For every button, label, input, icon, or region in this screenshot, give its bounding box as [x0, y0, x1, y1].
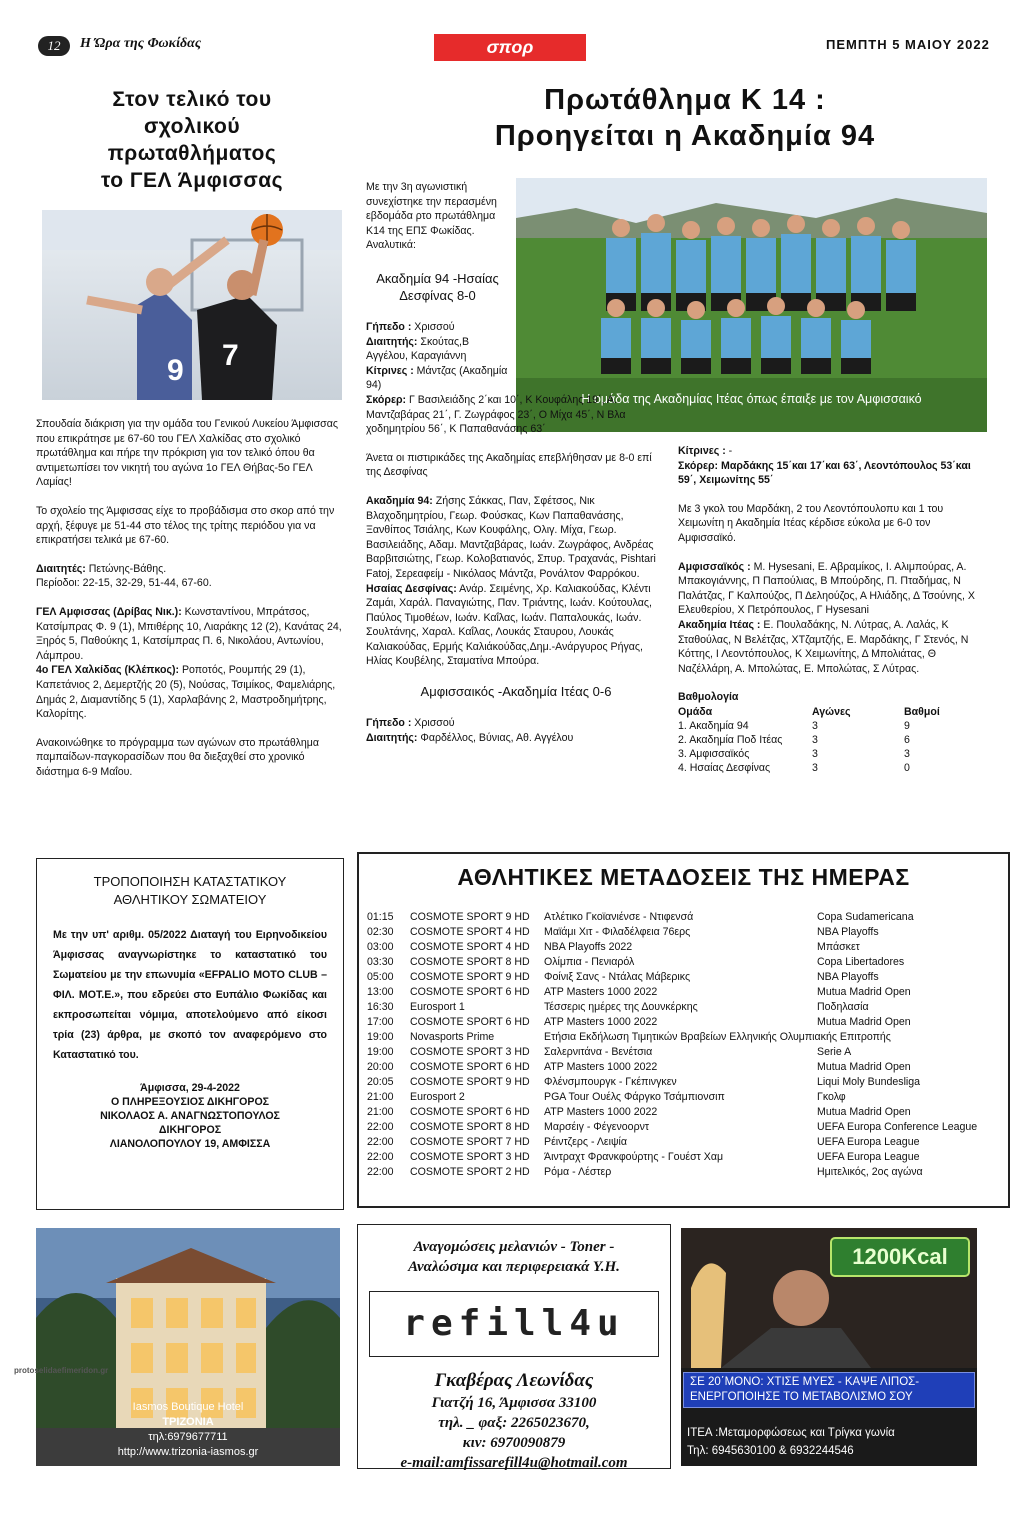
value: Ροποτός, Ρουμπής 29 (1), Καπετάνιος 2, Δεμερτζής 20 (5), Νούσας, Τσιμίκος, Φαμελιάρης, Δημάς 2, Διαμαντίδης 5 (1), Χαρλαβάνης 2, Μαστροδημήτρης, Καλορίτης.	[36, 664, 336, 721]
program-cell: Φλένσμπουργκ - Γκέπινγκεν	[544, 1076, 677, 1088]
time-cell: 22:00	[367, 1136, 394, 1148]
tv-listing-row	[367, 1120, 1000, 1135]
main-article-intro	[366, 180, 509, 253]
program-cell: ATP Masters 1000 2022	[544, 1016, 658, 1028]
program-cell: Ατλέτικο Γκοϊανιένσε - Ντιφενσά	[544, 911, 694, 923]
team-cell: 3. Αμφισσαϊκός	[678, 747, 750, 760]
title-line: ΑΘΛΗΤΙΚΟΥ ΣΩΜΑΤΕΙΟΥ	[113, 892, 267, 907]
hotel-website: http://www.trizonia-iasmos.gr	[117, 1446, 259, 1458]
program-cell: Φοίνιξ Σανς - Ντάλας Μάβερικς	[544, 971, 691, 983]
standings-header	[678, 705, 968, 719]
program-cell: ATP Masters 1000 2022	[544, 1061, 658, 1073]
points-cell: 3	[904, 747, 910, 760]
time-cell: 22:00	[367, 1151, 394, 1163]
gym-address: ΙΤΕΑ :Μεταμορφώσεως και Τρίγκα γωνία	[687, 1427, 895, 1439]
channel-cell: Novasports Prime	[410, 1031, 495, 1043]
value: Χρισσού	[411, 717, 455, 730]
channel-cell: COSMOTE SPORT 4 HD	[410, 941, 530, 953]
gym-banner: ΣΕ 20΄ΜΟΝΟ: ΧΤΙΣΕ ΜΥΕΣ - ΚΑΨΕ ΛΙΠΟΣ-ΕΝΕΡΓΟΠΟΙΗΣΕ ΤΟ ΜΕΤΑΒΟΛΙΣΜΟ ΣΟΥ	[683, 1372, 975, 1408]
category-cell: NBA Playoffs	[817, 926, 879, 938]
label: Γήπεδο :	[366, 717, 412, 730]
sign-line: Άμφισσα, 29-4-2022	[140, 1082, 240, 1094]
match2-details	[678, 444, 978, 775]
value: Σκούτας,Β Αγγέλου, Καραγιάννη	[366, 335, 470, 363]
time-cell: 05:00	[367, 971, 394, 983]
label: Σκόρερ:	[366, 393, 407, 406]
time-cell: 19:00	[367, 1046, 394, 1058]
tagline-line: Αναλώσιμα και περιφερειακά Υ.Η.	[408, 1259, 620, 1275]
program-cell: Σαλερνιτάνα - Βενέτσια	[544, 1046, 653, 1058]
notice-title	[53, 873, 327, 909]
scorers-line	[678, 459, 978, 488]
label: Διαιτητές:	[36, 562, 86, 575]
gym-ad	[681, 1228, 977, 1466]
program-cell: Ρόμα - Λέστερ	[544, 1166, 612, 1178]
title-line: Προηγείται η Ακαδημία 94	[494, 120, 876, 152]
section-tag: σπορ	[434, 34, 586, 61]
title-line: πρωταθλήματος	[107, 142, 277, 165]
gym-phones: Τηλ: 6945630100 & 6932244546	[687, 1445, 854, 1457]
value: Μ. Hysesani, Ε. Αβραμίκος, Ι. Αλιμπούρας, Α. Μπακογιάννης, Π Παπούλιας, Β Μπούρδης, Π. Πταδήμας, Ν Παλάτζας, Γ Καλπούζος, Π Δεληούζος, Α Ηλιάδης, Δ Τσούνης, Χ Ελευθερίου, Χ Πετρόπουλος, Γ Hysesani	[678, 560, 975, 617]
channel-cell: COSMOTE SPORT 8 HD	[410, 1121, 530, 1133]
category-cell: Liqui Moly Bundesliga	[817, 1076, 921, 1088]
points-cell: 6	[904, 733, 910, 746]
referees-line	[366, 731, 666, 746]
summary: Άνετα οι πιστιρικάδες της Ακαδημίας επεβλήθησαν με 8-0 επί της Δεσφίνας	[366, 451, 652, 479]
tv-listing-row	[367, 910, 1000, 925]
team-lineup	[678, 618, 978, 676]
sign-line: Ο ΠΛΗΡΕΞΟΥΣΙΟΣ ΔΙΚΗΓΟΡΟΣ	[110, 1096, 270, 1108]
value: Ανάρ. Σειμένης, Χρ. Καλιακούδας, Κλέντι Ζαμάι, Χαράλ. Παναγιώτης, Παν. Τριάντης, Ιωάν. Κούτουλας, Παύλος Τιμοθέων, Ιωάν. Καΐλας, Ιωάν. Παπαλουκάς, Ιωάν. Σουλτάνης, Χαραλ. Καΐλας, Λουκάς Σταυρου, Λουκάς Καλιακούδας, Ερμής Καλιάκούδας,Δημ.-Ανάργυρος Ρήγας, Ηλίας Κουβέλης, Σταματίνα Μπούρα.	[366, 582, 652, 668]
tv-listing-row	[367, 1090, 1000, 1105]
contact-line: τηλ. _ φαξ: 2265023670,	[438, 1415, 590, 1431]
team-lineup	[36, 605, 345, 663]
tv-listing-row	[367, 1000, 1000, 1015]
table-row	[678, 761, 968, 775]
channel-cell: COSMOTE SPORT 6 HD	[410, 986, 530, 998]
table-row	[678, 719, 968, 733]
channel-cell: COSMOTE SPORT 2 HD	[410, 1166, 530, 1178]
time-cell: 19:00	[367, 1031, 394, 1043]
notice-signature	[53, 1081, 327, 1151]
tv-listing-row	[367, 1105, 1000, 1120]
tv-listing-row	[367, 1075, 1000, 1090]
paragraph: Με την 3η αγωνιστική συνεχίστηκε την περασμένη εβδομάδα ρτο πρωτάθλημα Κ14 της ΕΠΣ Φωκίδας. Αναλυτικά:	[366, 181, 497, 252]
tv-listings-title: ΑΘΛΗΤΙΚΕΣ ΜΕΤΑΔΟΣΕΙΣ ΤΗΣ ΗΜΕΡΑΣ	[457, 864, 910, 890]
jersey-number-7: 7	[222, 339, 239, 372]
value: Μάντζας (Ακαδημία 94)	[366, 364, 508, 392]
tv-listing-row	[367, 925, 1000, 940]
time-cell: 16:30	[367, 1001, 394, 1013]
program-cell: ATP Masters 1000 2022	[544, 1106, 658, 1118]
tv-listing-row	[367, 1060, 1000, 1075]
owner-name: Γκαβέρας Λεωνίδας	[434, 1370, 594, 1391]
time-cell: 22:00	[367, 1166, 394, 1178]
time-cell: 03:00	[367, 941, 394, 953]
match2-title: Αμφισσαικός -Ακαδημία Ιτέας 0-6	[420, 684, 612, 700]
team-cell: 4. Ησαίας Δεσφίνας	[678, 761, 771, 774]
points-cell: 0	[904, 761, 910, 774]
summary: Με 3 γκολ του Μαρδάκη, 2 του Λεοντόπουλοπυ και 1 του Χειμωνίτη η Ακαδημία Ιτέας κέρδισε εύκολα με 6-0 τον Αμφισσαϊκό.	[678, 502, 944, 544]
label: Σκόρερ:	[678, 459, 719, 472]
program-cell: Ετήσια Εκδήλωση Τιμητικών Βραβείων Ελληνικής Ολυμπιακής Επιτροπής	[544, 1031, 891, 1043]
tv-listing-row	[367, 970, 1000, 985]
label: Διαιτητής:	[366, 335, 418, 348]
time-cell: 02:30	[367, 926, 394, 938]
header-cell: Αγώνες	[812, 705, 851, 718]
team-lineup	[366, 582, 666, 670]
time-cell: 13:00	[367, 986, 394, 998]
tv-listing-row	[367, 985, 1000, 1000]
hotel-phone: τηλ:6979677711	[148, 1431, 228, 1443]
label: Ακαδημία Ιτέας :	[678, 618, 761, 631]
basketball-photo	[42, 210, 342, 400]
channel-cell: COSMOTE SPORT 7 HD	[410, 1136, 530, 1148]
category-cell: UEFA Europa League	[817, 1151, 920, 1163]
issue-date: ΠΕΜΠΤΗ 5 ΜΑΙΟΥ 2022	[826, 37, 990, 52]
referees-line	[36, 562, 345, 577]
ground-line	[366, 716, 666, 731]
title-line: Πρωτάθλημα Κ 14 :	[544, 84, 826, 116]
category-cell: UEFA Europa League	[817, 1136, 920, 1148]
channel-cell: COSMOTE SPORT 6 HD	[410, 1061, 530, 1073]
value: Πετώνης-Βάθης.	[85, 562, 167, 575]
title-line: Στον τελικό του	[112, 88, 272, 111]
title-line: το ΓΕΛ Άμφισσας	[100, 169, 284, 192]
legal-notice	[36, 858, 344, 1210]
games-cell: 3	[812, 761, 818, 774]
page-number: 12	[38, 36, 70, 56]
tv-listing-row	[367, 1015, 1000, 1030]
label: Ησαίας Δεσφίνας:	[366, 582, 457, 595]
team-lineup	[678, 560, 978, 618]
header-cell: Ομάδα	[678, 705, 713, 718]
category-cell: Copa Sudamericana	[817, 911, 914, 923]
program-cell: Ρέιντζερς - Λειψία	[544, 1136, 628, 1148]
hotel-ad-text	[36, 1400, 340, 1460]
label: 4ο ΓΕΛ Χαλκίδας (Κλέπκος):	[36, 664, 180, 677]
label: ΓΕΛ Αμφισσας (Δρίβας Νικ.):	[36, 605, 182, 618]
contact-line: e-mail:amfissarefill4u@hotmail.com	[400, 1455, 628, 1471]
hotel-location: ΤΡΙΖΟΝΙΑ	[162, 1416, 214, 1428]
periods-line: Περίοδοι: 22-15, 32-29, 51-44, 67-60.	[36, 577, 212, 590]
gym-contact	[687, 1424, 975, 1460]
value: -	[725, 445, 733, 457]
title-line: ΤΡΟΠΟΠΟΙΗΣΗ ΚΑΤΑΣΤΑΤΙΚΟΥ	[93, 874, 287, 889]
label: Διαιτητής:	[366, 731, 418, 744]
team-cell: 1. Ακαδημία 94	[678, 719, 749, 732]
category-cell: Μπάσκετ	[817, 941, 860, 953]
channel-cell: COSMOTE SPORT 9 HD	[410, 911, 530, 923]
time-cell: 22:00	[367, 1121, 394, 1133]
title-line: σχολικού	[143, 115, 241, 138]
time-cell: 20:05	[367, 1076, 394, 1088]
games-cell: 3	[812, 719, 818, 732]
team-lineup	[36, 663, 345, 721]
value: Χρισσού	[411, 321, 455, 333]
channel-cell: Eurosport 1	[410, 1001, 465, 1013]
sign-line: ΝΙΚΟΛΑΟΣ Α. ΑΝΑΓΝΩΣΤΟΠΟΥΛΟΣ	[100, 1110, 280, 1122]
team-lineup	[366, 494, 666, 582]
newspaper-name: Η Ώρα της Φωκίδας	[80, 36, 202, 51]
tv-listings	[357, 852, 1010, 1208]
ad-tagline	[358, 1237, 670, 1277]
tv-listing-row	[367, 1045, 1000, 1060]
time-cell: 01:15	[367, 911, 394, 923]
channel-cell: COSMOTE SPORT 6 HD	[410, 1016, 530, 1028]
value: Ε. Πουλαδάκης, Ν. Λύτρας, Α. Λαλάς, Κ Σταθούλας, Ν Βελέτζας, ΧΤζαμτζής, Ε. Μαρδάκης, Γ Στενός, Ν Κόττης, Ι Λεοντόπουλος, Κ Χειμωνίτης, Δ Μπολιάτας, Θ Ναζέλλάρη, Α. Μπολώτας, Ε. Μπολώτας, Σ Λύτρας.	[678, 618, 969, 675]
channel-cell: COSMOTE SPORT 9 HD	[410, 1076, 530, 1088]
program-cell: Τέσσερις ημέρες της Δουνκέρκης	[544, 1001, 698, 1013]
yellow-cards-line	[366, 364, 509, 393]
tagline-line: Αναγομώσεις μελανιών - Toner -	[413, 1239, 615, 1255]
category-cell: Mutua Madrid Open	[817, 1061, 911, 1073]
channel-cell: COSMOTE SPORT 8 HD	[410, 956, 530, 968]
label: Γήπεδο :	[366, 321, 412, 333]
paragraph: Ανακοινώθηκε το πρόγραμμα των αγώνων στο πρωτάθλημα παμπαίδων-παγκορασίδων που θα διεξαχθεί στο χρονικό διάστημα 6-9 Μαΐου.	[36, 736, 320, 778]
time-cell: 17:00	[367, 1016, 394, 1028]
tv-listings-rows	[367, 910, 1000, 1180]
referees-line	[366, 335, 509, 364]
tv-listing-row	[367, 1135, 1000, 1150]
notice-body: Με την υπ' αριθμ. 05/2022 Διαταγή του Ειρηνοδικείου Άμφισσας αναγνωρίστηκε το καταστατικό του Σωματείου με την επωνυμία «EFPALIO MOTO CLUB – ΦΙΛ. ΜΟΤ.Ε.», που εδρεύει στο Ευπάλιο Φωκίδας και εκπροσωπείται νόμιμα, αποτελούμενο από είκοσι τρία (23) άρθρα, με σκοπό τον αναφερόμενο στο Καταστατικό του.	[53, 929, 327, 1061]
channel-cell: COSMOTE SPORT 4 HD	[410, 926, 530, 938]
category-cell: Ποδηλασία	[817, 1001, 869, 1013]
label: Κίτρινες :	[678, 445, 726, 457]
contact-line: Γιατζή 16, Άμφισσα 33100	[431, 1395, 597, 1411]
paragraph: Σπουδαία διάκριση για την ομάδα του Γενικού Λυκείου Άμφισσας που επικράτησε με 67-60 του ΓΕΛ Χαλκίδας στο σχολικό πρωτάθλημα και πήρε την πρόκριση για τον τελικό όπου θα αντιμετωπίσει τον νικητή του αγώνα 1ο ΓΕΛ Θήβας-5ο ΓΕΛ Λαμίας!	[36, 418, 338, 489]
tv-listing-row	[367, 1030, 1000, 1045]
category-cell	[817, 1030, 1000, 1045]
title-line: Δεσφίνας 8-0	[399, 288, 476, 303]
sign-line: ΛΙΑΝΟΛΟΠΟΥΛΟΥ 19, ΑΜΦΙΣΣΑ	[109, 1138, 271, 1150]
paragraph: Το σχολείο της Άμφισσας είχε το προβάδισμα στο σκορ από την αρχή, ξέφυγε με 51-44 στο τέλος της τρίτης περιόδου για να επικρατήσει τελικά με 67-60.	[36, 504, 335, 547]
channel-cell: Eurosport 2	[410, 1091, 465, 1103]
left-article-body	[36, 417, 345, 779]
contact-line: κιν: 6970090879	[462, 1435, 566, 1451]
hotel-name: Iasmos Boutique Hotel	[132, 1401, 244, 1413]
sign-line: ΔΙΚΗΓΟΡΟΣ	[158, 1124, 222, 1136]
value: Ζήσης Σάκκας, Παν, Σφέτσος, Νικ Βλαχοδημητρίου, Γεωρ. Φούσκας, Κων Παπαθανάσης, Ξανθίπος Τσιάλης, Κων Κουφάλης, Ολιγ. Μίχα, Γεωρ. Βασιλειάδης, Αδαμ. Μαντζαβάρας, Ιωάν. Ζωγράφος, Ανδρέας Βαρβιτσιώτης, Γεωρ. Κολοβατιανός, Σπυρ. Τραχανάς, Pishtari Fatoj, Σερεαφείμ - Νικόλαος Μάντζα, Ρονάλτον Φαρρόκου.	[366, 494, 656, 580]
program-cell: Μαρσέιγ - Φέγενοορντ	[544, 1121, 650, 1133]
calories-badge: 1200Kcal	[852, 1244, 948, 1269]
yellow-cards-line	[678, 444, 978, 459]
channel-cell: COSMOTE SPORT 3 HD	[410, 1046, 530, 1058]
time-cell: 21:00	[367, 1091, 394, 1103]
hotel-ad	[36, 1228, 340, 1466]
channel-cell: COSMOTE SPORT 9 HD	[410, 971, 530, 983]
left-article-title	[42, 86, 342, 194]
points-cell: 9	[904, 719, 910, 732]
value: Μαρδάκης 15΄και 17΄και 63΄, Λεοντόπουλος 53΄και 59΄, Χειμωνίτης 55΄	[678, 459, 971, 487]
program-cell: PGA Tour Ουέλς Φάργκο Τσάμπιονσιπ	[544, 1091, 725, 1103]
standings-title: Βαθμολογία	[678, 691, 739, 704]
value: Φαρδέλλος, Βύνιας, Αθ. Αγγέλου	[417, 731, 574, 744]
label: Ακαδημία 94:	[366, 494, 433, 507]
tv-listing-row	[367, 955, 1000, 970]
watermark: protoselidaefimeridon.gr	[14, 1366, 109, 1375]
title-line: Ακαδημία 94 -Ησαίας	[376, 271, 499, 286]
jersey-number-9: 9	[167, 354, 184, 387]
program-cell: Μαϊάμι Χιτ - Φιλαδέλφεια 76ερς	[544, 926, 691, 938]
program-cell: NBA Playoffs 2022	[544, 941, 633, 953]
category-cell: Serie A	[817, 1046, 852, 1058]
tv-listing-row	[367, 1165, 1000, 1180]
photo-caption: Η ομάδα της Ακαδημίας Ιτέας όπως έπαιξε με τον Αμφισσαικό	[581, 392, 922, 406]
games-cell: 3	[812, 747, 818, 760]
ground-line	[366, 320, 666, 335]
channel-cell: COSMOTE SPORT 3 HD	[410, 1151, 530, 1163]
time-cell: 03:30	[367, 956, 394, 968]
program-cell: Άιντραχτ Φρανκφούρτης - Γουέστ Χαμ	[544, 1151, 724, 1163]
channel-cell: COSMOTE SPORT 6 HD	[410, 1106, 530, 1118]
refill4u-ad	[357, 1224, 671, 1469]
category-cell: Mutua Madrid Open	[817, 1106, 911, 1118]
time-cell: 21:00	[367, 1106, 394, 1118]
refill4u-logo: refill4u	[369, 1291, 659, 1357]
games-cell: 3	[812, 733, 818, 746]
main-article-title	[380, 82, 990, 154]
category-cell: Mutua Madrid Open	[817, 1016, 911, 1028]
tv-listing-row	[367, 940, 1000, 955]
value: Κωνσταντίνου, Μπράτσος, Κατσίμπρας Φ. 9 (1), Μπιθέρης 10, Λιαράκης 12 (2), Κανάτας 24, Ξηρός 5, Παθούκης 1, Κατσίμπρας Π. 6, Νικολάου, Αντωνίου, Λάμπρου.	[36, 605, 342, 662]
label: Αμφισσαϊκός :	[678, 560, 751, 573]
header-cell: Βαθμοί	[904, 705, 940, 718]
match1-details	[366, 320, 666, 745]
category-cell: Copa Libertadores	[817, 956, 905, 968]
match1-title	[366, 270, 509, 304]
standings-table	[678, 705, 968, 775]
category-cell: NBA Playoffs	[817, 971, 879, 983]
table-row	[678, 733, 968, 747]
value: Γ Βασιλειάδης 2΄και 10΄, Κ Κουφάλης 19΄, Α. Μαντζαβάρας 21΄, Γ. Ζωγράφος 23΄, Ο Μίχα 45΄, Ν Βλα χοδημητρίου 56΄, Κ Παπαθανάσης 63΄	[366, 393, 626, 436]
tv-listing-row	[367, 1150, 1000, 1165]
team-cell: 2. Ακαδημία Ποδ Ιτέας	[678, 733, 783, 746]
category-cell: Ημιτελικός, 2ος αγώνα	[817, 1166, 923, 1178]
program-cell: ATP Masters 1000 2022	[544, 986, 658, 998]
time-cell: 20:00	[367, 1061, 394, 1073]
category-cell: Mutua Madrid Open	[817, 986, 911, 998]
category-cell: Γκολφ	[817, 1091, 846, 1103]
scorers-line	[366, 393, 666, 437]
table-row	[678, 747, 968, 761]
program-cell: Ολίμπια - Πενιαρόλ	[544, 956, 635, 968]
label: Κίτρινες :	[366, 364, 414, 377]
category-cell: UEFA Europa Conference League	[817, 1121, 978, 1133]
